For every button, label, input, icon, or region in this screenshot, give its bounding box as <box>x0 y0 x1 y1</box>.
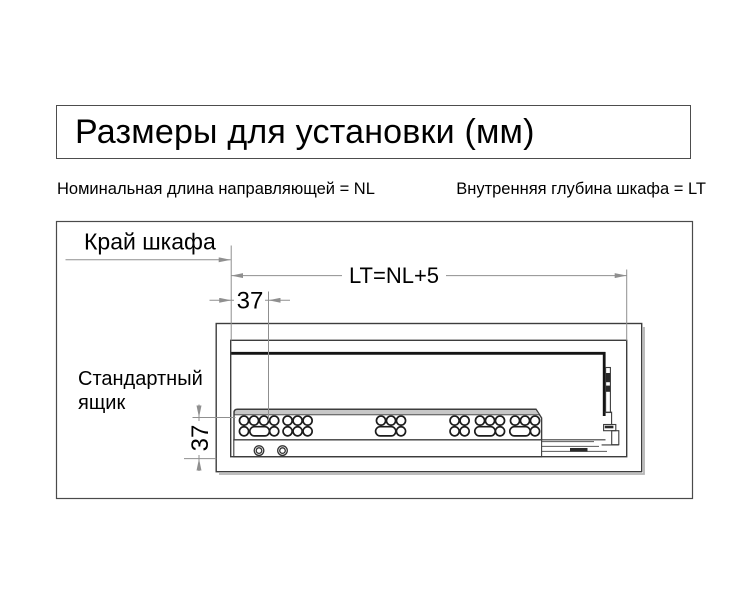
slide-rail <box>234 409 542 440</box>
rail-hole <box>510 416 519 425</box>
cabinet-edge-label: Край шкафа <box>84 228 216 255</box>
rail-hole <box>283 416 292 425</box>
rail-hole <box>293 427 302 436</box>
rail-slot <box>250 427 270 436</box>
legend-rail-length: Номинальная длина направляющей = NL <box>57 180 375 198</box>
rail-hole <box>396 427 405 436</box>
rail-hole <box>460 416 469 425</box>
rail-hole <box>460 427 469 436</box>
rail-hole <box>283 427 292 436</box>
rail-hole <box>249 416 258 425</box>
rail-slot <box>475 427 495 436</box>
rail-hole <box>396 416 405 425</box>
rail-slot <box>510 427 530 436</box>
drawer-label-line2: ящик <box>78 392 126 414</box>
rail-hole <box>475 416 484 425</box>
rail-hole <box>293 416 302 425</box>
legend-cabinet-depth: Внутренняя глубина шкафа = LT <box>456 180 706 198</box>
front-offset-dimension-label: 37 <box>236 287 264 315</box>
rail-hole <box>450 427 459 436</box>
rail-hole <box>259 416 268 425</box>
depth-dimension-label: LT=NL+5 <box>348 263 440 288</box>
rail-hole <box>450 416 459 425</box>
rail-hole <box>495 416 504 425</box>
rail-hole <box>376 416 385 425</box>
rail-hole <box>303 416 312 425</box>
page-title: Размеры для установки (мм) <box>75 112 535 151</box>
rail-hole <box>303 427 312 436</box>
rail-hole <box>386 416 395 425</box>
rail-hole <box>239 416 248 425</box>
rail-hole <box>270 427 279 436</box>
rail-hole <box>530 416 539 425</box>
rail-hole <box>530 427 539 436</box>
rail-hole <box>270 416 279 425</box>
rail-hole <box>495 427 504 436</box>
bottom-offset-dimension-label: 37 <box>187 424 214 452</box>
rail-slot <box>376 427 396 436</box>
rail-hole <box>485 416 494 425</box>
drawer-label-line1: Стандартный <box>78 368 203 390</box>
rail-hole <box>239 427 248 436</box>
slide-rail-top-band <box>234 410 539 415</box>
rail-hole <box>520 416 529 425</box>
